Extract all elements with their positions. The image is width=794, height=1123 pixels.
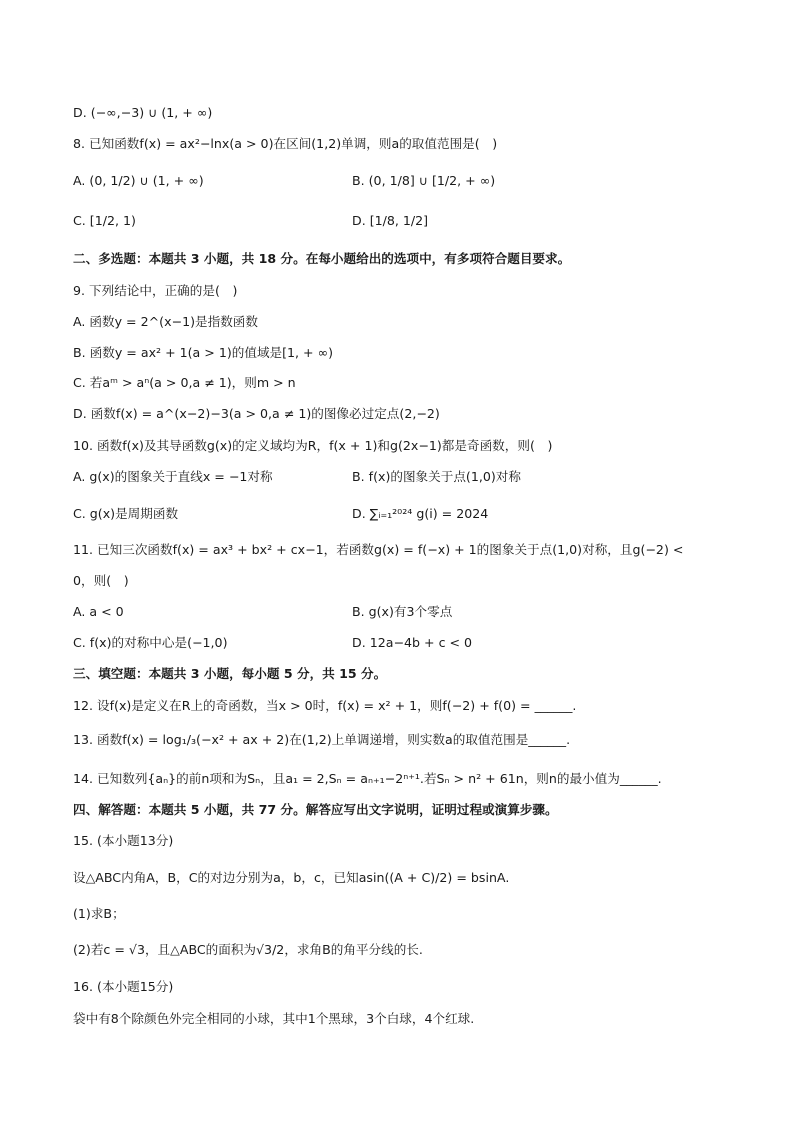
- option-right: B. g(x)有3个零点: [352, 604, 453, 619]
- text-line: 16. (本小题15分): [73, 979, 174, 994]
- text-line: 14. 已知数列{aₙ}的前n项和为Sₙ，且a₁ = 2,Sₙ = aₙ₊₁−2ⁿ⁺¹.若Sₙ > n² + 61n，则n的最小值为______.: [73, 771, 662, 786]
- text-line: 袋中有8个除颜色外完全相同的小球，其中1个黑球，3个白球，4个红球.: [73, 1011, 475, 1026]
- text-line: (1)求B；: [73, 906, 125, 921]
- section-heading: 三、填空题：本题共 3 小题，每小题 5 分，共 15 分。: [73, 666, 387, 681]
- text-line: A. (0, 1/2) ∪ (1, + ∞): [73, 173, 204, 188]
- text-line: C. f(x)的对称中心是(−1,0): [73, 635, 228, 650]
- text-line: 12. 设f(x)是定义在R上的奇函数，当x > 0时，f(x) = x² + 1，则f(−2) + f(0) = ______.: [73, 698, 577, 713]
- text-line: A. g(x)的图象关于直线x = −1对称: [73, 469, 273, 484]
- text-line: 13. 函数f(x) = log₁/₃(−x² + ax + 2)在(1,2)上单调递增，则实数a的取值范围是______.: [73, 732, 571, 747]
- text-line: B. 函数y = ax² + 1(a > 1)的值域是[1, + ∞): [73, 345, 334, 360]
- option-right: D. [1/8, 1/2]: [352, 213, 429, 228]
- option-right: B. (0, 1/8] ∪ [1/2, + ∞): [352, 173, 496, 188]
- text-line: A. a < 0: [73, 604, 124, 619]
- section-heading: 四、解答题：本题共 5 小题，共 77 分。解答应写出文字说明，证明过程或演算步骤。: [73, 802, 558, 817]
- text-line: D. 函数f(x) = a^(x−2)−3(a > 0,a ≠ 1)的图像必过定点(2,−2): [73, 406, 440, 421]
- text-line: A. 函数y = 2^(x−1)是指数函数: [73, 314, 258, 329]
- text-line: 11. 已知三次函数f(x) = ax³ + bx² + cx−1，若函数g(x) = f(−x) + 1的图象关于点(1,0)对称，且g(−2) <: [73, 542, 684, 557]
- text-line: C. [1/2, 1): [73, 213, 136, 228]
- option-right: D. 12a−4b + c < 0: [352, 635, 473, 650]
- section-heading: 二、多选题：本题共 3 小题，共 18 分。在每小题给出的选项中，有多项符合题目要求。: [73, 251, 571, 266]
- option-right: B. f(x)的图象关于点(1,0)对称: [352, 469, 521, 484]
- text-line: 8. 已知函数f(x) = ax²−lnx(a > 0)在区间(1,2)单调，则a的取值范围是( ): [73, 136, 498, 151]
- text-line: 10. 函数f(x)及其导函数g(x)的定义域均为R，f(x + 1)和g(2x−1)都是奇函数，则( ): [73, 438, 553, 453]
- text-line: D. (−∞,−3) ∪ (1, + ∞): [73, 105, 213, 120]
- text-line: C. 若aᵐ > aⁿ(a > 0,a ≠ 1)，则m > n: [73, 375, 296, 390]
- text-line: 设△ABC内角A，B，C的对边分别为a，b，c，已知asin((A + C)/2) = bsinA.: [73, 870, 510, 885]
- text-line: (2)若c = √3，且△ABC的面积为√3/2，求角B的角平分线的长.: [73, 942, 423, 957]
- text-line: C. g(x)是周期函数: [73, 506, 179, 521]
- option-right: D. ∑ᵢ₌₁²⁰²⁴ g(i) = 2024: [352, 506, 489, 521]
- text-line: 9. 下列结论中，正确的是( ): [73, 283, 238, 298]
- text-line: 15. (本小题13分): [73, 833, 174, 848]
- text-line: 0，则( ): [73, 573, 129, 588]
